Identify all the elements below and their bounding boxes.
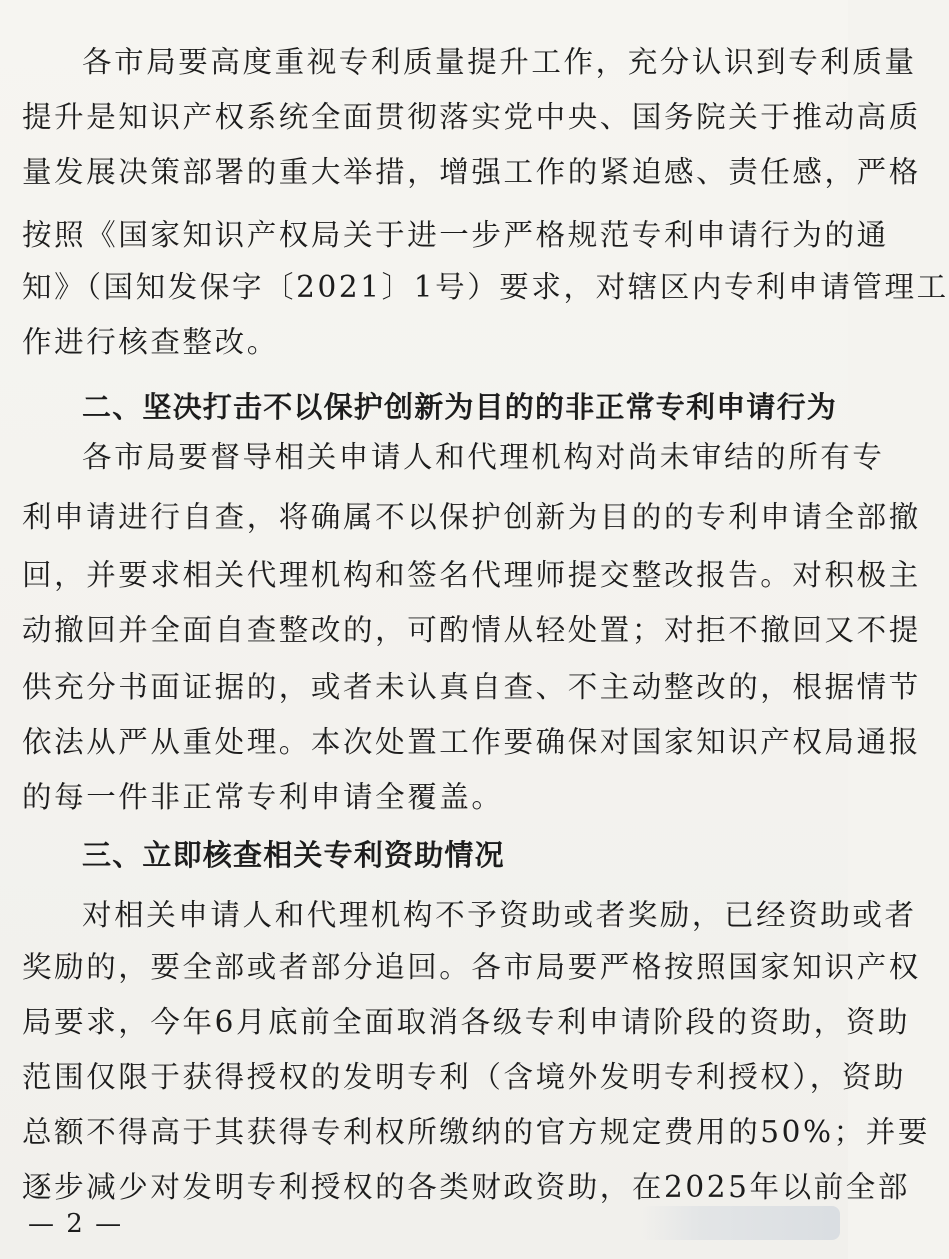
paragraph-line: 知》（国知发保字〔2021〕1号）要求，对辖区内专利申请管理工	[22, 270, 949, 304]
paragraph-line: 局要求，今年6月底前全面取消各级专利申请阶段的资助，资助	[22, 1005, 911, 1039]
paragraph-line: 逐步减少对发明专利授权的各类财政资助，在2025年以前全部	[22, 1170, 910, 1204]
paragraph-line: 范围仅限于获得授权的发明专利（含境外发明专利授权），资助	[22, 1060, 907, 1094]
watermark	[640, 1206, 840, 1240]
paragraph-line: 奖励的，要全部或者部分追回。各市局要严格按照国家知识产权	[22, 950, 921, 984]
page-number: — 2 —	[28, 1209, 124, 1239]
paragraph-line: 利申请进行自查，将确属不以保护创新为目的的专利申请全部撤	[22, 500, 921, 534]
paragraph-line: 依法从严从重处理。本次处置工作要确保对国家知识产权局通报	[22, 725, 921, 759]
paragraph-line: 动撤回并全面自查整改的，可酌情从轻处置；对拒不撤回又不提	[22, 613, 921, 647]
paragraph-line: 的每一件非正常专利申请全覆盖。	[22, 780, 504, 814]
paragraph-line: 各市局要督导相关申请人和代理机构对尚未审结的所有专	[82, 440, 885, 474]
paragraph-line: 回，并要求相关代理机构和签名代理师提交整改报告。对积极主	[22, 558, 921, 592]
paragraph-line: 各市局要高度重视专利质量提升工作，充分认识到专利质量	[82, 45, 917, 79]
paragraph-line: 作进行核查整改。	[22, 325, 279, 359]
section-heading-3: 三、立即核查相关专利资助情况	[82, 838, 505, 872]
paragraph-line: 量发展决策部署的重大举措，增强工作的紧迫感、责任感，严格	[22, 155, 921, 189]
paragraph-line: 提升是知识产权系统全面贯彻落实党中央、国务院关于推动高质	[22, 100, 921, 134]
paragraph-line: 供充分书面证据的，或者未认真自查、不主动整改的，根据情节	[22, 670, 921, 704]
paragraph-line: 总额不得高于其获得专利权所缴纳的官方规定费用的50%；并要	[22, 1115, 930, 1149]
section-heading-2: 二、坚决打击不以保护创新为目的的非正常专利申请行为	[82, 390, 838, 424]
paragraph-line: 对相关申请人和代理机构不予资助或者奖励，已经资助或者	[82, 898, 917, 932]
paragraph-line: 按照《国家知识产权局关于进一步严格规范专利申请行为的通	[22, 218, 889, 252]
